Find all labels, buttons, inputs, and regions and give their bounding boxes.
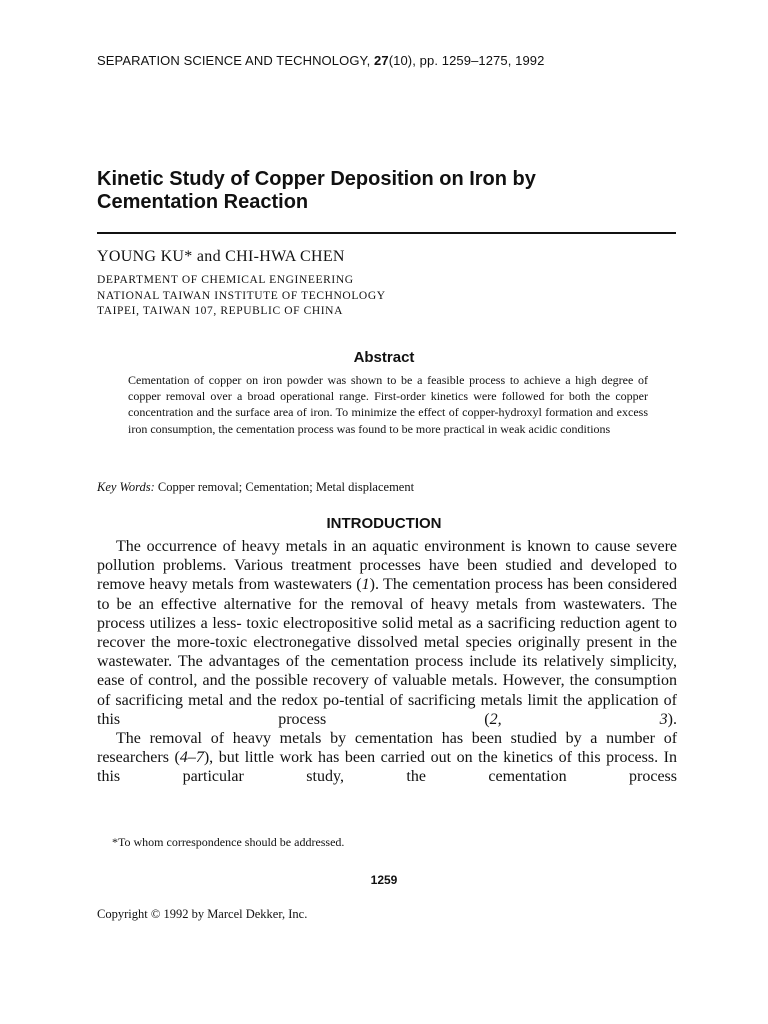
text-line: tential of sacrificing metals limit the application of this process ( (97, 691, 677, 728)
title-line-2: Cementation Reaction (97, 191, 309, 213)
citation-ref: 1 (361, 576, 370, 594)
abstract-heading: Abstract (353, 349, 415, 366)
affiliation (97, 273, 386, 320)
affiliation-line-1: DEPARTMENT OF CHEMICAL ENGINEERING (97, 274, 354, 286)
text-line: kinetics of this process. In this particular study, the cementation process (97, 749, 677, 786)
text-line: cause severe pollution problems. Various treatment processes have been (97, 538, 678, 575)
keywords (97, 480, 414, 495)
text-line: The removal of heavy metals by cementation has been studied by a (116, 730, 598, 748)
text-line: in the wastewater. The advantages of the cementation process include its (97, 634, 678, 671)
citation-ref: 4–7 (179, 749, 204, 767)
copyright-notice: Copyright © 1992 by Marcel Dekker, Inc. (97, 907, 308, 921)
page-number: 1259 (370, 873, 398, 887)
text-line: toxic electropositive solid metal as a sacrificing reduction agent to recover (97, 614, 678, 652)
introduction-heading: INTRODUCTION (326, 515, 442, 532)
text-line: the more-toxic electronegative dissolved metal species originally present (151, 634, 633, 652)
title-line-1: Kinetic Study of Copper Deposition on Iron by (97, 168, 536, 190)
text-line: metals. However, the consumption of sacrificing metal and the redox po- (97, 672, 677, 709)
text-line: ), but little work has been carried out on the (203, 749, 498, 767)
citation-ref: 2, 3 (489, 710, 668, 728)
text-line: relatively simplicity, ease of control, and the possible recovery of valuable (97, 653, 677, 690)
authors: YOUNG KU* and CHI-HWA CHEN (97, 248, 345, 265)
text-line: studied and developed to remove heavy metals from wastewaters ( (97, 557, 678, 594)
affiliation-line-3: TAIPEI, TAIWAN 107, REPUBLIC OF CHINA (97, 305, 343, 317)
keywords-label: Key Words: (97, 480, 155, 494)
text-line: The occurrence of heavy metals in an aquatic environment is known to (116, 538, 590, 555)
journal-volume: 27 (374, 53, 389, 68)
journal-citation (97, 53, 544, 68)
text-line: ). (667, 710, 677, 728)
journal-issue-pages: (10), pp. 1259–1275, 1992 (388, 53, 545, 68)
introduction-body (97, 537, 677, 787)
intro-paragraph-1 (97, 537, 677, 729)
affiliation-line-2: NATIONAL TAIWAN INSTITUTE OF TECHNOLOGY (97, 289, 386, 302)
text-line: the removal of heavy metals from wastewaters. The process utilizes a less- (97, 595, 678, 632)
article-title (97, 168, 687, 214)
abstract-text: Cementation of copper on iron powder was shown to be a feasible process to achieve a high degree of copper removal over a broad operational range. First-order kinetics were followed for both the copper concentration and the surface area of iron. To minimize the effect of copper-hydroxyl formation and excess iron consumption, the cementation process was found to be more practical in weak acidic conditions (128, 373, 648, 436)
correspondence-footnote: *To whom correspondence should be addressed. (112, 835, 345, 849)
text-line: number of researchers ( (97, 730, 678, 767)
journal-name: SEPARATION SCIENCE AND TECHNOLOGY, (97, 53, 375, 68)
text-line: cementation process has been considered to be an effective alternative for (97, 576, 678, 613)
text-line: ). The (369, 576, 408, 594)
intro-paragraph-2 (97, 729, 677, 787)
title-rule (97, 232, 676, 234)
keywords-text: Copper removal; Cementation; Metal displacement (154, 480, 415, 494)
